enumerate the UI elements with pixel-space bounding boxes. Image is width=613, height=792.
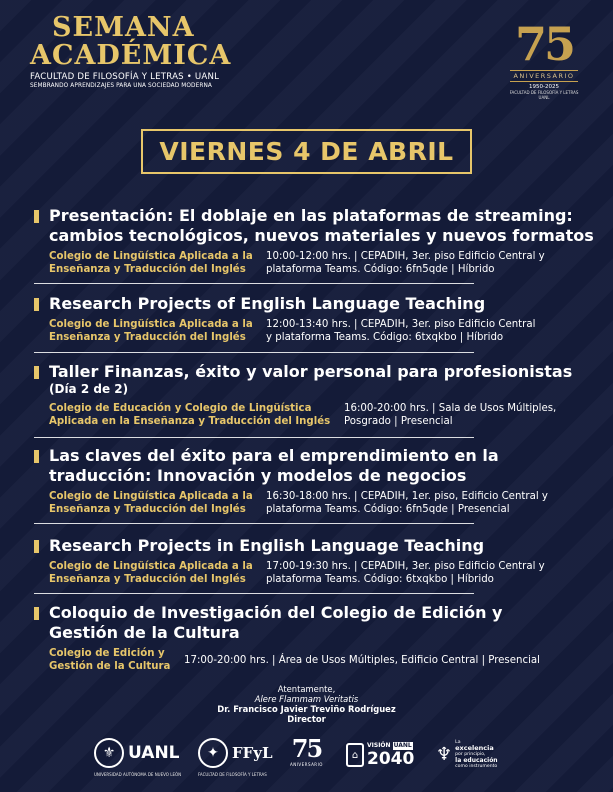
uanl-text: UANL [128, 743, 180, 763]
faculty-name: FACULTAD DE FILOSOFÍA Y LETRAS • UANL [30, 72, 220, 82]
uanl-logo [94, 738, 180, 768]
event-organizer: Enseñanza y Traducción del Inglés [49, 574, 246, 585]
event-title: Taller Finanzas, éxito y valor personal para profesionistas [49, 362, 573, 381]
ffyl-caption: FACULTAD DE FILOSOFÍA Y LETRAS [198, 772, 267, 777]
anniversary-small-word: ANIVERSARIO [290, 762, 323, 767]
separator [34, 593, 474, 594]
excellence-logo [436, 740, 498, 769]
ffyl-seal-icon: ✦ [198, 738, 228, 768]
event-organizer: Gestión de la Cultura [49, 661, 171, 672]
excellence-text-2: excelencia [455, 744, 494, 752]
anniversary-years: 1950-2025 [529, 84, 559, 90]
bullet-bar [34, 450, 39, 463]
vision-badge-icon: ⌂ [346, 743, 364, 767]
event-date: VIERNES 4 DE ABRIL [159, 137, 454, 166]
event-organizer: Enseñanza y Traducción del Inglés [49, 332, 246, 343]
event-details: plataforma Teams. Código: 6txqkbo | Híbrido [266, 574, 494, 585]
anniversary-small-number: 75 [291, 734, 322, 763]
footer-logos [90, 736, 530, 778]
event-organizer: Aplicada en la Enseñanza y Traducción del Inglés [49, 416, 331, 427]
event-header [30, 14, 360, 89]
director-name: Dr. Francisco Javier Treviño Rodríguez [217, 704, 396, 714]
event-details: 12:00-13:40 hrs. | CEPADIH, 3er. piso Edificio Central [266, 319, 536, 330]
signature-block [0, 684, 613, 724]
slogan: SEMBRANDO APRENDIZAJES PARA UNA SOCIEDAD MODERNA [30, 83, 212, 89]
event-title: Presentación: El doblaje en las plataformas de streaming: [49, 206, 573, 225]
title-academica: ACADÉMICA [30, 40, 232, 71]
separator [34, 523, 474, 524]
separator [34, 283, 474, 284]
event-title: traducción: Innovación y modelos de negocios [49, 466, 467, 485]
director-title: Director [287, 714, 326, 724]
vision-2040-logo [346, 742, 414, 768]
event-subtitle: (Día 2 de 2) [49, 382, 129, 396]
event-title: Coloquio de Investigación del Colegio de Edición y [49, 603, 503, 622]
anniversary-small-logo [290, 736, 323, 767]
event-details: 17:00-20:00 hrs. | Área de Usos Múltiples, Edificio Central | Presencial [184, 654, 540, 666]
uanl-caption: UNIVERSIDAD AUTÓNOMA DE NUEVO LEÓN [94, 772, 182, 777]
excellence-text-1: La [455, 740, 461, 745]
torch-icon: ♆ [436, 743, 453, 765]
event-organizer: Enseñanza y Traducción del Inglés [49, 504, 246, 515]
anniversary-university: UANL [538, 95, 550, 100]
excellence-text-5: como instrumento [455, 764, 498, 769]
anniversary-word: ANIVERSARIO [510, 70, 578, 82]
event-details: 16:30-18:00 hrs. | CEPADIH, 1er. piso, Edificio Central y [266, 491, 548, 502]
ffyl-text: FFyL [232, 744, 273, 762]
event-details: 10:00-12:00 hrs. | CEPADIH, 3er. piso Edificio Central y [266, 251, 545, 262]
event-title: cambios tecnológicos, nuevos materiales y nuevos formatos [49, 226, 594, 245]
anniversary-number: 75 [514, 17, 573, 71]
event-title: Research Projects in English Language Teaching [49, 536, 485, 555]
separator [34, 352, 474, 353]
bullet-bar [34, 298, 39, 311]
event-organizer: Colegio de Lingüística Aplicada a la [49, 491, 253, 502]
ffyl-logo [198, 738, 273, 768]
event-item [34, 294, 586, 344]
event-details: y plataforma Teams. Código: 6txqkbo | Híbrido [266, 332, 504, 343]
title-semana: SEMANA [52, 12, 195, 43]
bullet-bar [34, 210, 39, 223]
event-title: Las claves del éxito para el emprendimiento en la [49, 446, 499, 465]
event-item [34, 362, 586, 428]
event-details: 17:00-19:30 hrs. | CEPADIH, 3er. piso Edificio Central y [266, 561, 545, 572]
event-organizer: Colegio de Edición y [49, 648, 165, 659]
excellence-text-3: por principio, [455, 752, 486, 757]
event-details: Posgrado | Presencial [344, 416, 453, 427]
event-title: Gestión de la Cultura [49, 623, 240, 642]
event-organizer: Colegio de Lingüística Aplicada a la [49, 251, 253, 262]
event-title: Research Projects of English Language Teaching [49, 294, 486, 313]
event-details: plataforma Teams. Código: 6fn5qde | Presencial [266, 504, 510, 515]
event-item [34, 603, 586, 673]
event-organizer: Enseñanza y Traducción del Inglés [49, 264, 246, 275]
date-banner [141, 129, 472, 174]
event-organizer: Colegio de Educación y Colegio de Lingüística [49, 403, 312, 414]
vision-uanl: UANL [393, 742, 412, 749]
anniversary-logo [504, 17, 584, 100]
event-item [34, 446, 586, 516]
bullet-bar [34, 607, 39, 620]
event-details: plataforma Teams. Código: 6fn5qde | Híbrido [266, 264, 495, 275]
separator [34, 437, 474, 438]
anniversary-faculty: FACULTAD DE FILOSOFÍA Y LETRAS [509, 90, 579, 95]
vision-label: VISIÓN [367, 742, 391, 749]
event-details: 16:00-20:00 hrs. | Sala de Usos Múltiples, [344, 403, 557, 414]
event-organizer: Colegio de Lingüística Aplicada a la [49, 561, 253, 572]
event-item [34, 206, 594, 276]
vision-year: 2040 [367, 749, 415, 769]
bullet-bar [34, 366, 39, 379]
event-item [34, 536, 586, 586]
event-organizer: Colegio de Lingüística Aplicada a la [49, 319, 253, 330]
motto: Alere Flammam Veritatis [254, 694, 359, 704]
excellence-text-4: la educación [455, 757, 498, 764]
uanl-seal-icon: ⚜ [94, 738, 124, 768]
closing: Atentamente, [277, 684, 336, 694]
bullet-bar [34, 540, 39, 553]
